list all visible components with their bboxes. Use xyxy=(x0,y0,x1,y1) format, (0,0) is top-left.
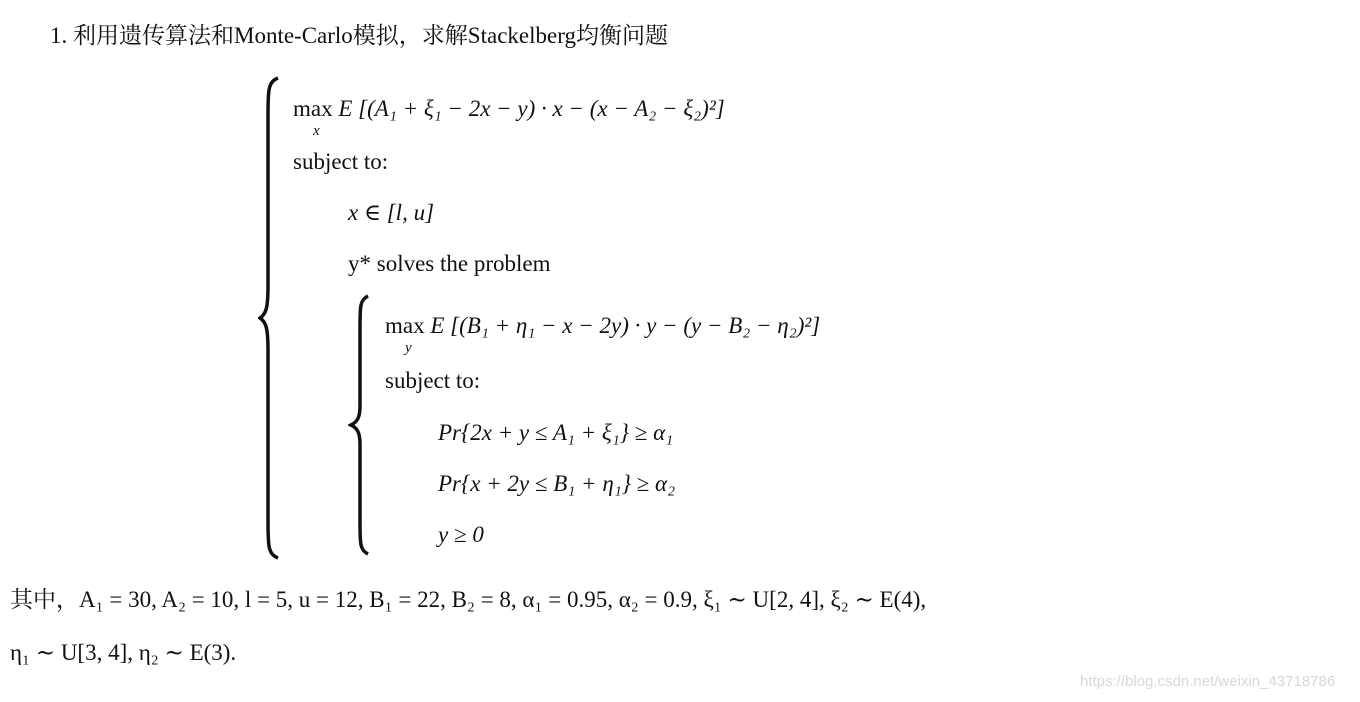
inner-subject-to: subject to: xyxy=(385,368,481,393)
inner-constraint-3: y ≥ 0 xyxy=(438,522,484,547)
outer-constraint-follower: y* solves the problem xyxy=(348,251,551,276)
parameters-line-1: 其中，A₁ = 30, A₂ = 10, l = 5, u = 12, B₁ = 22, B₂ = 8, α₁ = 0.95, α₂ = 0.9, ξ₁ ∼ U[2, 4], ξ₂ ∼ E(4), xyxy=(10,587,927,612)
max-subscript: x xyxy=(313,123,320,139)
problem-title: 1. 利用遗传算法和Monte-Carlo模拟，求解Stackelberg均衡问题 xyxy=(50,23,668,48)
max-operator: max xyxy=(385,313,425,338)
watermark: https://blog.csdn.net/weixin_43718786 xyxy=(1080,673,1336,690)
inner-objective xyxy=(385,311,821,356)
inner-constraint-2: Pr{x + 2y ≤ B₁ + η₁} ≥ α₂ xyxy=(438,471,676,496)
inner-constraint-1: Pr{2x + y ≤ A₁ + ξ₁} ≥ α₁ xyxy=(438,420,674,445)
outer-objective-expression: E [(A₁ + ξ₁ − 2x − y) · x − (x − A₂ − ξ₂)²] xyxy=(338,96,725,121)
max-subscript: y xyxy=(405,340,412,356)
outer-objective xyxy=(293,94,725,139)
outer-constraint-interval: x ∈ [l, u] xyxy=(348,200,435,225)
max-operator: max xyxy=(293,96,333,121)
inner-objective-expression: E [(B₁ + η₁ − x − 2y) · y − (y − B₂ − η₂)²] xyxy=(430,313,821,338)
outer-brace xyxy=(258,76,284,560)
inner-brace xyxy=(348,294,374,556)
parameters-line-2: η₁ ∼ U[3, 4], η₂ ∼ E(3). xyxy=(10,640,237,665)
outer-subject-to: subject to: xyxy=(293,149,389,174)
